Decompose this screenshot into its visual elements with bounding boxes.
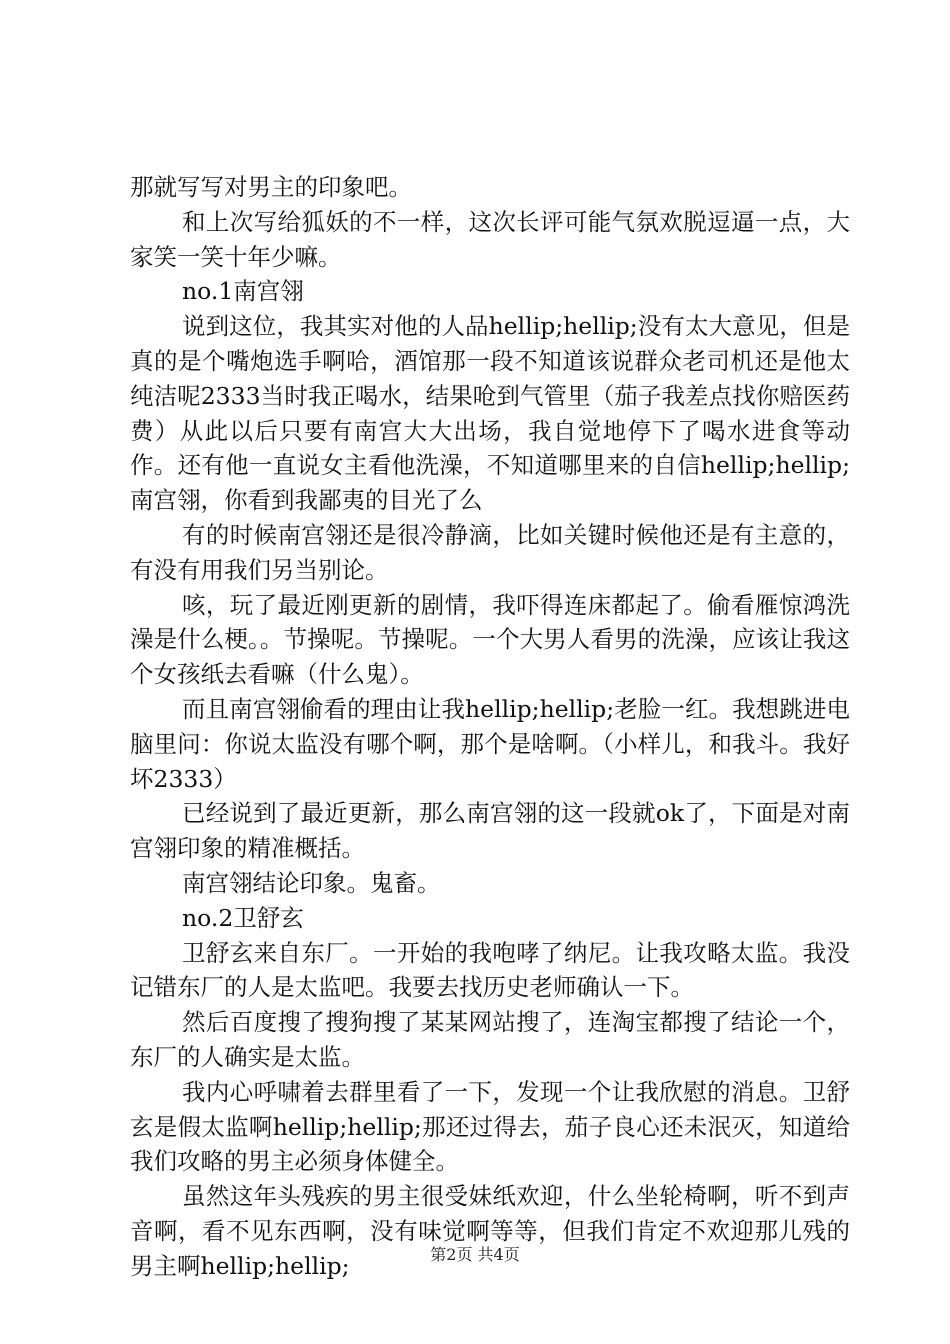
paragraph: 卫舒玄来自东厂。一开始的我咆哮了纳尼。让我攻略太监。我没记错东厂的人是太监吧。我要去找历史老师确认一下。	[130, 938, 850, 1002]
section-heading: no.1南宫翎	[182, 277, 304, 306]
paragraph: 说到这位，我其实对他的人品hellip;hellip;没有太大意见，但是真的是个嘴炮选手啊哈，酒馆那一段不知道该说群众老司机还是他太纯洁呢2333当时我正喝水，结果呛到气管里（茄子我差点找你赔医药费）从此以后只要有南宫大大出场，我自觉地停下了喝水进食等动作。还有他一直说女主看他洗澡，不知道哪里来的自信hellip;hellip;南宫翎，你看到我鄙夷的目光了么	[130, 312, 850, 515]
paragraph: 有的时候南宫翎还是很冷静滴，比如关键时候他还是有主意的，有没有用我们另当别论。	[130, 520, 850, 584]
paragraph: 我内心呼啸着去群里看了一下，发现一个让我欣慰的消息。卫舒玄是假太监啊hellip;hellip;那还过得去，茄子良心还未泯灭，知道给我们攻略的男主必须身体健全。	[130, 1077, 850, 1176]
document-body	[130, 170, 850, 1284]
paragraph: 虽然这年头残疾的男主很受妹纸欢迎，什么坐轮椅啊，听不到声音啊，看不见东西啊，没有味觉啊等等，但我们肯定不欢迎那儿残的男主啊hellip;hellip;	[130, 1182, 850, 1280]
paragraph: 和上次写给狐妖的不一样，这次长评可能气氛欢脱逗逼一点，大家笑一笑十年少嘛。	[130, 207, 850, 271]
paragraph: 那就写写对男主的印象吧。	[130, 173, 412, 201]
section-heading: no.2卫舒玄	[182, 903, 304, 932]
paragraph: 已经说到了最近更新，那么南宫翎的这一段就ok了，下面是对南宫翎印象的精准概括。	[130, 799, 850, 863]
paragraph: 而且南宫翎偷看的理由让我hellip;hellip;老脸一红。我想跳进电脑里问：你说太监没有哪个啊，那个是啥啊。（小样儿，和我斗。我好坏2333）	[130, 694, 850, 793]
page-number-footer: 第2页 共4页	[430, 1245, 520, 1264]
paragraph: 咳，玩了最近刚更新的剧情，我吓得连床都起了。偷看雁惊鸿洗澡是什么梗。。节操呢。节操呢。一个大男人看男的洗澡，应该让我这个女孩纸去看嘛（什么鬼）。	[130, 590, 850, 689]
paragraph: 南宫翎结论印象。鬼畜。	[182, 868, 441, 897]
paragraph: 然后百度搜了搜狗搜了某某网站搜了，连淘宝都搜了结论一个，东厂的人确实是太监。	[130, 1008, 850, 1071]
